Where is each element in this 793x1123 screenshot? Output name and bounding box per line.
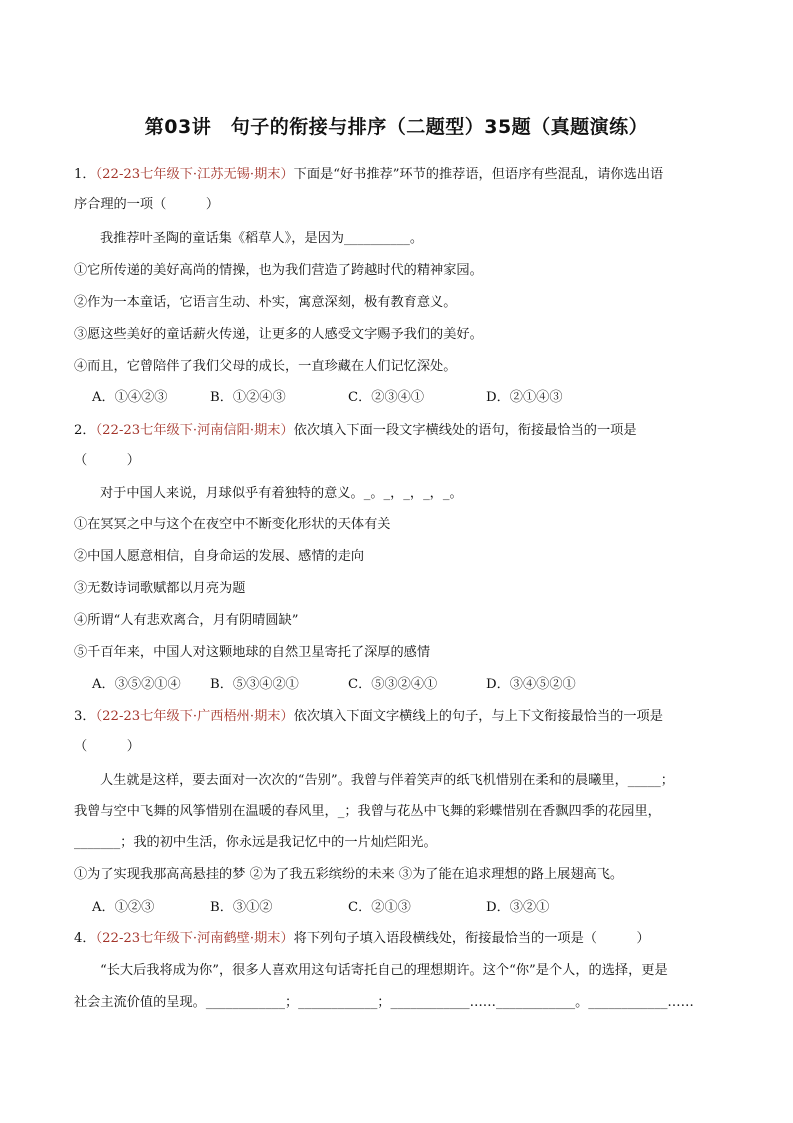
question-2-lead: 对于中国人来说，月球似乎有着独特的意义。_。_，_，_，_。 [100,486,463,501]
question-1-item: ①它所传递的美好高尚的情操，也为我们营造了跨越时代的精神家园。 [74,263,483,278]
question-1-item: ③愿这些美好的童话薪火传递，让更多的人感受文字赐予我们的美好。 [74,327,483,342]
question-3-passage: 人生就是这样，要去面对一次次的“告别”。我曾与伴着笑声的纸飞机惜别在柔和的晨曦里，_____； [100,773,674,788]
question-source: （22-23七年级下·河南鹤壁·期末） [95,931,294,946]
question-2-option-d[interactable]: D．③④⑤②① [486,677,576,692]
question-1-stem-cont: 序合理的一项（ ） [74,197,220,212]
question-3-items: ①为了实现我那高高悬挂的梦 ②为了我五彩缤纷的未来 ③为了能在追求理想的路上展翅高飞。 [74,867,624,882]
question-3-passage: 我曾与空中飞舞的风筝惜别在温暖的春风里，_；我曾与花丛中飞舞的彩蝶惜别在香飘四季的花园里， [74,804,661,819]
question-1-option-b[interactable]: B．①②④③ [210,390,286,405]
question-number: 3． [74,709,96,724]
question-number: 2． [74,423,96,438]
question-text: 将下列句子填入语段横线处，衔接最恰当的一项是（ ） [293,931,650,946]
question-3-option-d[interactable]: D．③②① [486,900,550,915]
question-2-stem [74,422,637,440]
question-1-stem [74,166,663,184]
question-source: （22-23七年级下·河南信阳·期末） [95,423,294,438]
question-3-stem-cont: （ ） [74,739,140,754]
question-text: 下面是“好书推荐”环节的推荐语，但语序有些混乱，请你选出语 [293,167,664,182]
question-2-item: ①在冥冥之中与这个在夜空中不断变化形状的天体有关 [74,517,391,532]
question-text: 依次填入下面一段文字横线处的语句，衔接最恰当的一项是 [293,423,637,438]
question-2-option-a[interactable]: A．③⑤②①④ [92,677,181,692]
question-4-passage: “长大后我将成为你”，很多人喜欢用这句话寄托自己的理想期许。这个“你”是个人，的选择，更是 [100,963,668,978]
question-2-item: ④所谓“人有悲欢离合，月有阴晴圆缺” [74,613,299,628]
question-2-option-c[interactable]: C．⑤③②④① [348,677,438,692]
question-source: （22-23七年级下·江苏无锡·期末） [95,167,294,182]
question-3-stem [74,708,663,726]
question-1-option-d[interactable]: D．②①④③ [486,390,563,405]
question-3-option-c[interactable]: C．②①③ [348,900,411,915]
question-1-option-c[interactable]: C．②③④① [348,390,425,405]
question-2-item: ③无数诗词歌赋都以月亮为题 [74,581,246,596]
question-2-option-b[interactable]: B．⑤③④②① [210,677,299,692]
question-1-lead: 我推荐叶圣陶的童话集《稻草人》，是因为__________。 [100,231,424,246]
question-2-item: ②中国人愿意相信，自身命运的发展、感情的走向 [74,549,365,564]
question-1-option-a[interactable]: A．①④②③ [92,390,168,405]
question-1-item: ④而且，它曾陪伴了我们父母的成长，一直珍藏在人们记忆深处。 [74,359,457,374]
question-number: 1． [74,167,96,182]
question-number: 4． [74,931,96,946]
question-2-item: ⑤千百年来，中国人对这颗地球的自然卫星寄托了深厚的感情 [74,645,431,660]
question-4-passage: 社会主流价值的呈现。____________；____________；____________……____________。____________…… [74,995,694,1010]
question-text: 依次填入下面文字横线上的句子，与上下文衔接最恰当的一项是 [293,709,663,724]
question-1-item: ②作为一本童话，它语言生动、朴实，寓意深刻，极有教育意义。 [74,295,457,310]
question-3-passage: _______；我的初中生活，你永远是我记忆中的一片灿烂阳光。 [74,835,437,850]
question-3-option-a[interactable]: A．①②③ [92,900,155,915]
page-title: 第03讲 句子的衔接与排序（二题型）35题（真题演练） [144,116,649,138]
question-source: （22-23七年级下·广西梧州·期末） [95,709,294,724]
question-4-stem [74,930,650,948]
question-3-option-b[interactable]: B．③①② [210,900,273,915]
question-2-stem-cont: （ ） [74,453,140,468]
